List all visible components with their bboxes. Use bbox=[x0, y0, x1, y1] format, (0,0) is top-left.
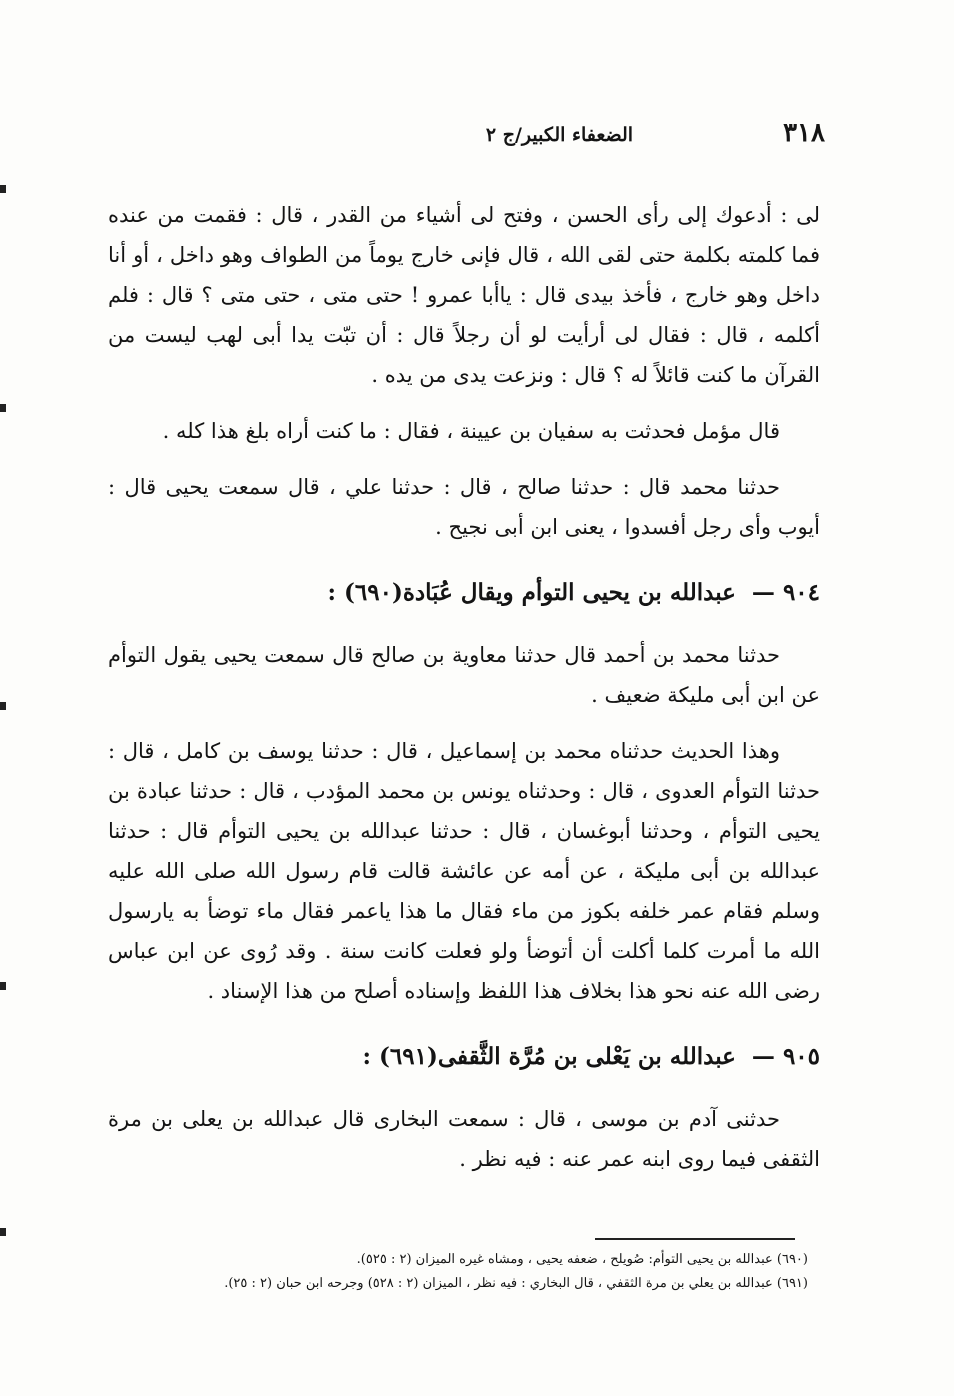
footnote-divider bbox=[595, 1238, 795, 1240]
page-number: ٣١٨ bbox=[783, 118, 825, 148]
running-title: الضعفاء الكبير/ج ٢ bbox=[485, 124, 634, 146]
entry-heading-904 bbox=[108, 573, 820, 613]
page-header bbox=[105, 118, 825, 158]
scan-margin-mark bbox=[0, 702, 6, 710]
footnotes bbox=[108, 1248, 808, 1296]
entry-heading-905 bbox=[108, 1037, 820, 1077]
footnote: (٦٩١) عبدالله بن يعلي بن مرة الثقفي ، قال البخاري : فيه نظر ، الميزان (٢ : ٥٢٨) وجرحه ابن حبان (٢ : ٢٥). bbox=[224, 1276, 808, 1291]
entry-number: ٩٠٤ — bbox=[751, 579, 820, 606]
paragraph: قال مؤمل فحدثت به سفيان بن عيينة ، فقال : ما كنت أراه بلغ هذا كله . bbox=[162, 419, 780, 443]
scan-margin-mark bbox=[0, 982, 6, 990]
paragraph: حدثنى آدم بن موسى ، قال : سمعت البخارى قال عبدالله بن يعلى بن مرة الثقفى فيما روى ابنه عمر عنه : فيه نظر . bbox=[108, 1107, 820, 1171]
page-body bbox=[108, 195, 820, 1195]
paragraph: حدثنا محمد بن أحمد قال حدثنا معاوية بن صالح قال سمعت يحيى يقول التوأم عن ابن أبى مليكة ضعيف . bbox=[108, 643, 820, 707]
entry-number: ٩٠٥ — bbox=[751, 1043, 820, 1070]
paragraph: لى : أدعوك إلى رأى الحسن ، وفتح لى أشياء من القدر ، قال : فقمت من عنده فما كلمته بكلمة حتى لقى الله ، قال فإنى خارج يوماً من الطواف وهو داخل ، أو أنا داخل وهو خارج ، فأخذ بيدى قال : ياأبا عمرو ! حتى متى ، حتى متى ؟ قال : فلم أكلمه ، قال : فقال لى أرأيت لو أن رجلاً قال : أن تبّت يدا أبى لهب ليست من القرآن ما كنت قائلاً له ؟ قال : ونزعت يدى من يده . bbox=[108, 203, 820, 387]
scan-margin-mark bbox=[0, 404, 6, 412]
footnote: (٦٩٠) عبدالله بن يحيى التوأم: صُويلح ، ضعفه يحيى ، ومشاه غيره الميزان (٢ : ٥٢٥). bbox=[356, 1252, 808, 1267]
paragraph: حدثنا محمد قال : حدثنا صالح ، قال : حدثنا علي ، قال سمعت يحيى قال : أيوب وأى رجل أفسدوا ، يعنى ابن أبى نجيح . bbox=[108, 475, 820, 539]
paragraph: وهذا الحديث حدثناه محمد بن إسماعيل ، قال : حدثنا يوسف بن كامل ، قال : حدثنا التوأم العدوى ، قال : وحدثناه يونس بن محمد المؤدب ، قال : حدثنا عبادة بن يحيى التوأم ، وحدثنا أبوغسان ، قال : حدثنا عبدالله بن يحيى التوأم قال : حدثنا عبدالله بن أبى مليكة ، عن أمه عن عائشة قالت قام رسول الله صلى الله عليه وسلم فقام عمر خلفه بكوز من ماء فقال ما هذا ياعمر فقال ماء توضأ به يارسول الله ما أمرت كلما أكلت أن أتوضأ ولو فعلت كانت سنة . وقد رُوى عن ابن عباس رضى الله عنه نحو هذا بخلاف هذا اللفظ وإسناده أصلح من هذا الإسناد . bbox=[108, 739, 820, 1003]
scan-margin-mark bbox=[0, 1228, 6, 1236]
entry-title: عبدالله بن يَعْلى بن مُرَّة الثَّقفى(٦٩١) : bbox=[362, 1043, 736, 1070]
scan-margin-mark bbox=[0, 185, 6, 193]
entry-title: عبدالله بن يحيى التوأم ويقال عُبَادة(٦٩٠) : bbox=[327, 579, 736, 606]
